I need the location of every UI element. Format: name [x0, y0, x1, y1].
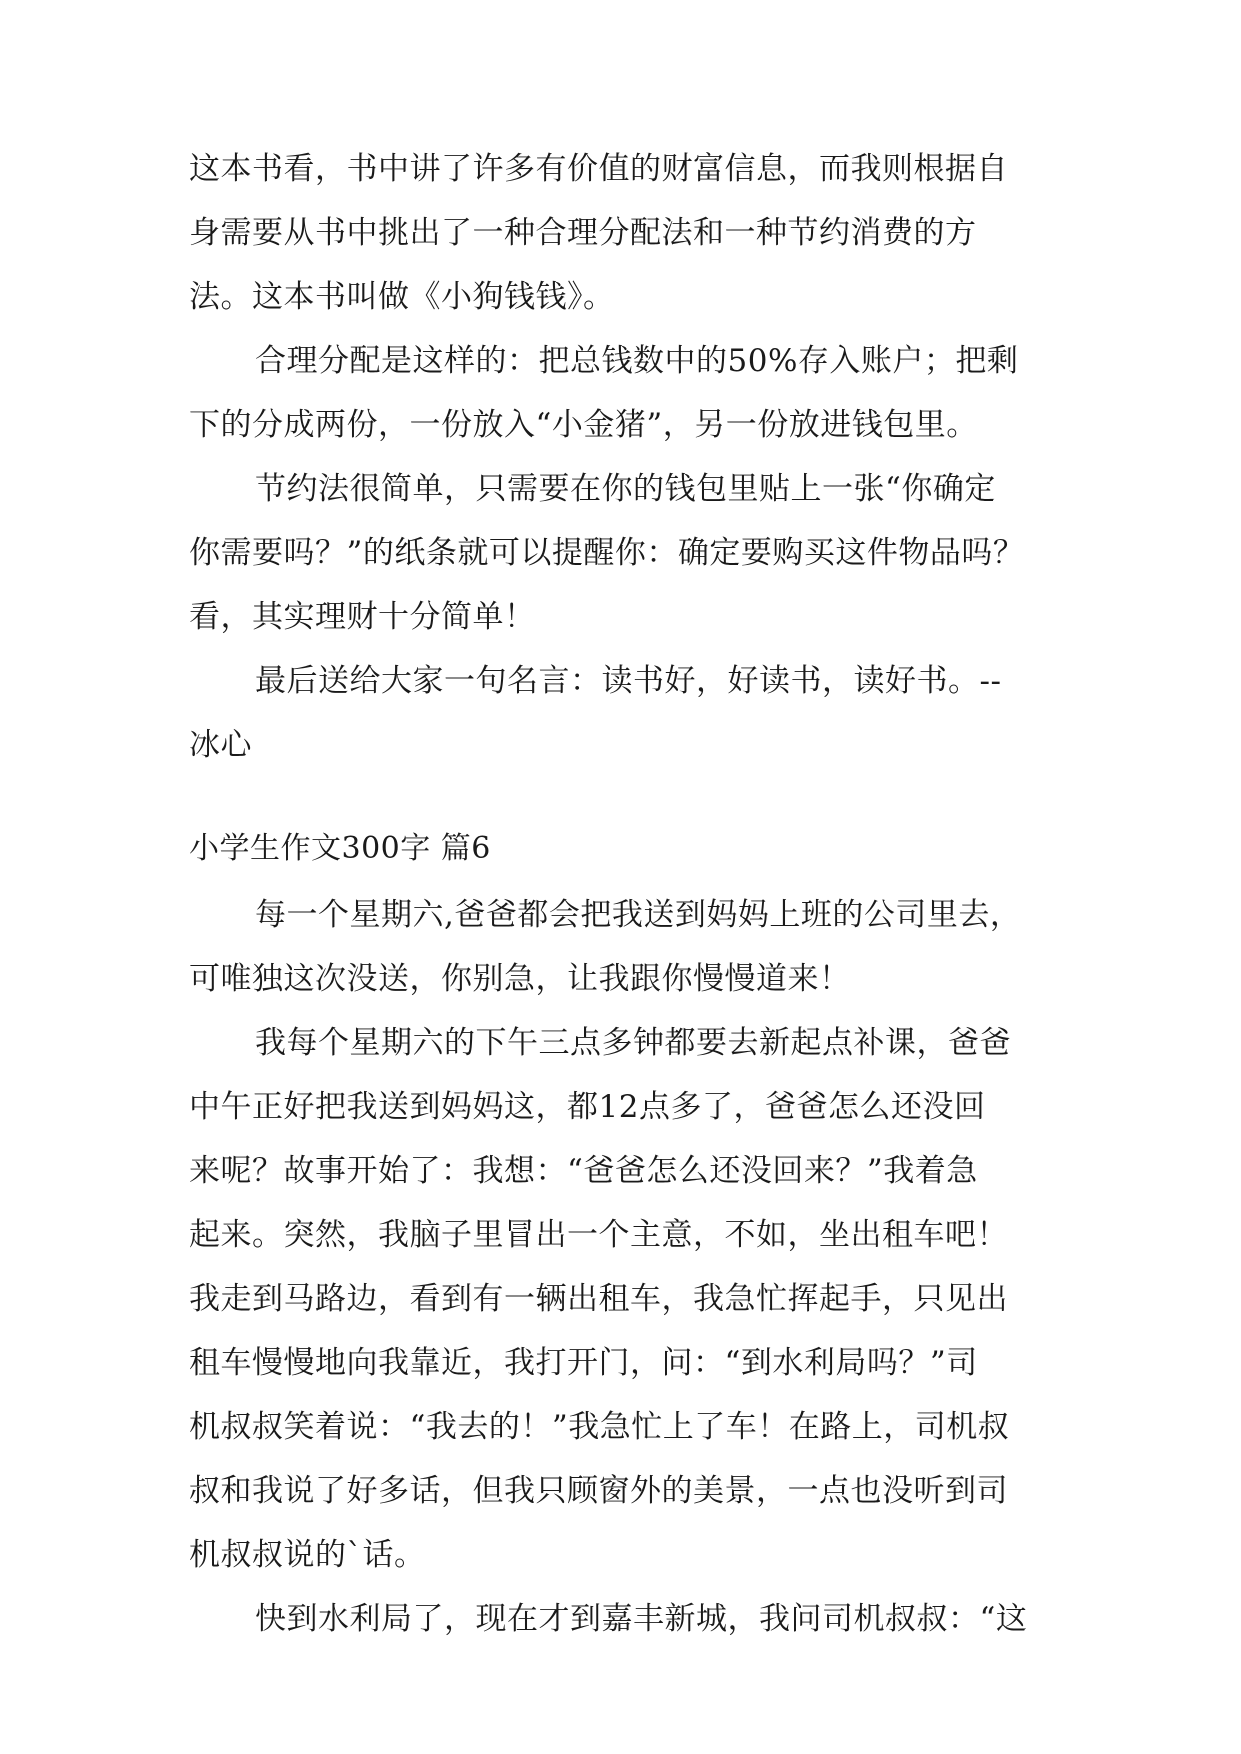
paragraph-line: 来呢？故事开始了：我想：“爸爸怎么还没回来？”我着急 [189, 1153, 978, 1189]
paragraph-line: 起来。突然，我脑子里冒出一个主意，不如，坐出租车吧！ [189, 1217, 1008, 1253]
paragraph-line: 机叔叔笑着说：“我去的！”我急忙上了车！在路上，司机叔 [189, 1409, 1010, 1445]
paragraph-line: 冰心 [189, 727, 252, 763]
paragraph-line: 机叔叔说的`话。 [189, 1537, 426, 1573]
paragraph-line: 快到水利局了，现在才到嘉丰新城，我问司机叔叔：“这 [255, 1601, 1028, 1637]
paragraph-line: 叔和我说了好多话，但我只顾窗外的美景，一点也没听到司 [189, 1473, 1008, 1509]
section-heading: 小学生作文300字 篇6 [189, 831, 491, 866]
paragraph-line: 这本书看，书中讲了许多有价值的财富信息，而我则根据自 [189, 151, 1008, 187]
paragraph-line: 我走到马路边，看到有一辆出租车，我急忙挥起手，只见出 [189, 1281, 1008, 1317]
paragraph-line: 看，其实理财十分简单！ [189, 599, 536, 635]
paragraph-line: 每一个星期六,爸爸都会把我送到妈妈上班的公司里去， [255, 897, 1022, 933]
paragraph-line: 租车慢慢地向我靠近，我打开门，问：“到水利局吗？”司 [189, 1345, 978, 1381]
paragraph-line: 身需要从书中挑出了一种合理分配法和一种节约消费的方 [189, 215, 977, 251]
paragraph-line: 我每个星期六的下午三点多钟都要去新起点补课，爸爸 [255, 1025, 1011, 1061]
paragraph-line: 可唯独这次没送，你别急，让我跟你慢慢道来！ [189, 961, 851, 997]
paragraph-line: 你需要吗？”的纸条就可以提醒你：确定要购买这件物品吗？ [189, 535, 1025, 571]
paragraph-line: 下的分成两份，一份放入“小金猪”，另一份放进钱包里。 [189, 407, 978, 443]
paragraph-line: 最后送给大家一句名言：读书好，好读书，读好书。-- [255, 663, 1002, 699]
paragraph-line: 法。这本书叫做《小狗钱钱》。 [189, 279, 615, 315]
paragraph-line: 合理分配是这样的：把总钱数中的50%存入账户；把剩 [255, 343, 1019, 379]
paragraph-line: 中午正好把我送到妈妈这，都12点多了，爸爸怎么还没回 [189, 1089, 986, 1125]
paragraph-line: 节约法很简单，只需要在你的钱包里贴上一张“你确定 [255, 471, 996, 507]
